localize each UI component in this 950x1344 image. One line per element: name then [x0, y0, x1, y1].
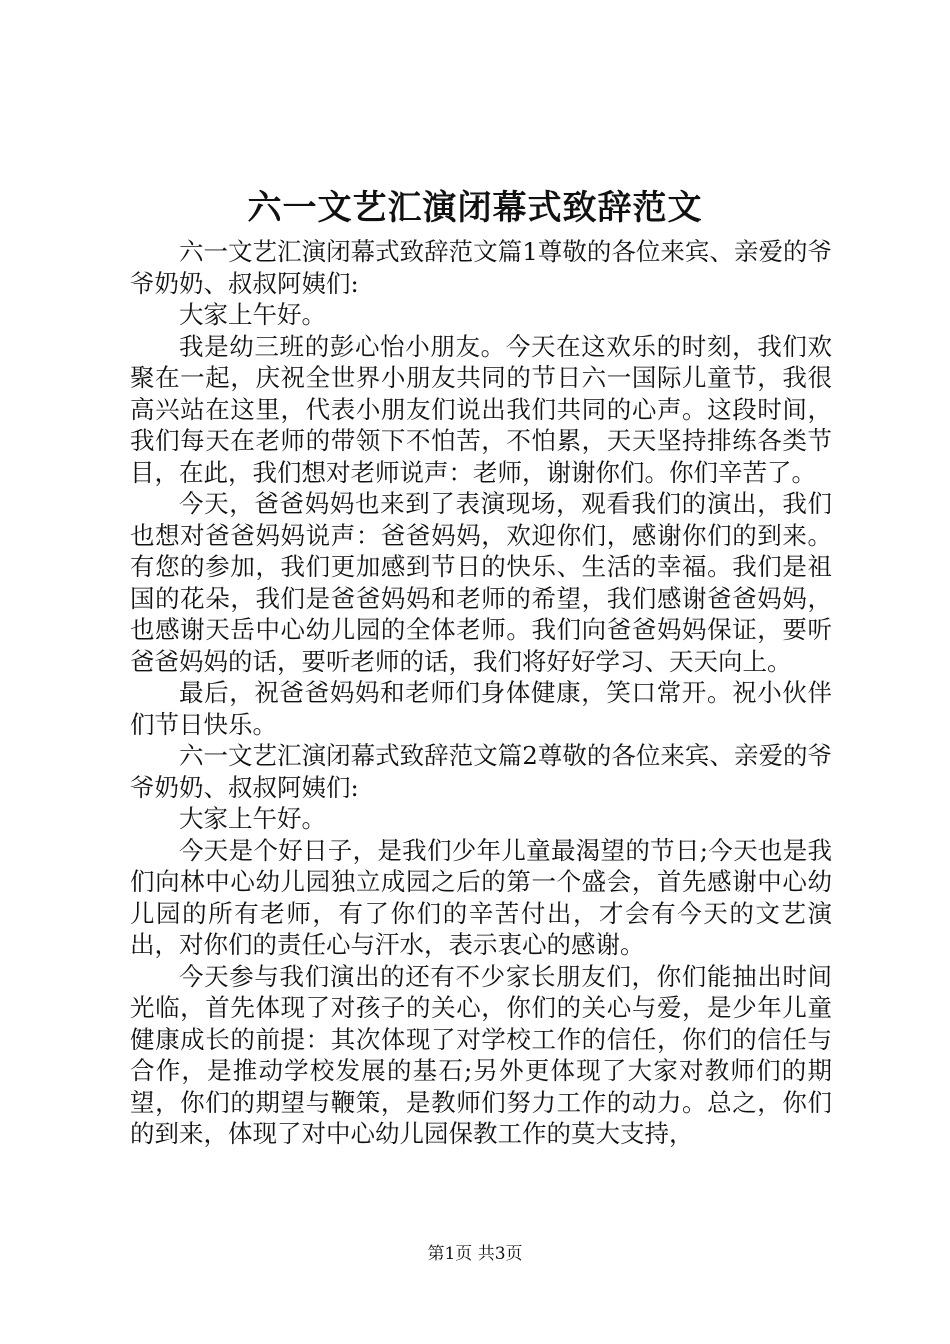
paragraph: 今天是个好日子，是我们少年儿童最渴望的节日;今天也是我们向林中心幼儿园独立成园之后的第一个盛会，首先感谢中心幼儿园的所有老师，有了你们的辛苦付出，才会有今天的文艺演出，对你们的责任心与汗水，表示衷心的感谢。: [130, 835, 832, 959]
paragraph: 我是幼三班的彭心怡小朋友。今天在这欢乐的时刻，我们欢聚在一起，庆祝全世界小朋友共同的节日六一国际儿童节，我很高兴站在这里，代表小朋友们说出我们共同的心声。这段时间，我们每天在老师的带领下不怕苦，不怕累，天天坚持排练各类节目，在此，我们想对老师说声：老师，谢谢你们。你们辛苦了。: [130, 331, 832, 487]
paragraph: 六一文艺汇演闭幕式致辞范文篇1尊敬的各位来宾、亲爱的爷爷奶奶、叔叔阿姨们:: [130, 237, 832, 298]
paragraph: 大家上午好。: [179, 300, 326, 329]
paragraph: 最后，祝爸爸妈妈和老师们身体健康，笑口常开。祝小伙伴们节日快乐。: [130, 678, 832, 739]
paragraph: 六一文艺汇演闭幕式致辞范文篇2尊敬的各位来宾、亲爱的爷爷奶奶、叔叔阿姨们:: [130, 741, 832, 802]
paragraph: 今天，爸爸妈妈也来到了表演现场，观看我们的演出，我们也想对爸爸妈妈说声：爸爸妈妈，欢迎你们，感谢你们的到来。有您的参加，我们更加感到节日的快乐、生活的幸福。我们是祖国的花朵，我们是爸爸妈妈和老师的希望，我们感谢爸爸妈妈，也感谢天岳中心幼儿园的全体老师。我们向爸爸妈妈保证，要听爸爸妈妈的话，要听老师的话，我们将好好学习、天天向上。: [130, 489, 832, 676]
paragraph: 大家上午好。: [179, 804, 326, 833]
document-body: [130, 236, 832, 1150]
document-title: 六一文艺汇演闭幕式致辞范文: [247, 188, 703, 228]
paragraph: 今天参与我们演出的还有不少家长朋友们，你们能抽出时间光临，首先体现了对孩子的关心，你们的关心与爱，是少年儿童健康成长的前提：其次体现了对学校工作的信任，你们的信任与合作，是推动学校发展的基石;另外更体现了大家对教师们的期望，你们的期望与鞭策，是教师们努力工作的动力。总之，你们的到来，体现了对中心幼儿园保教工作的莫大支持，: [130, 961, 832, 1148]
page-footer: 第1页 共3页: [427, 1244, 523, 1264]
